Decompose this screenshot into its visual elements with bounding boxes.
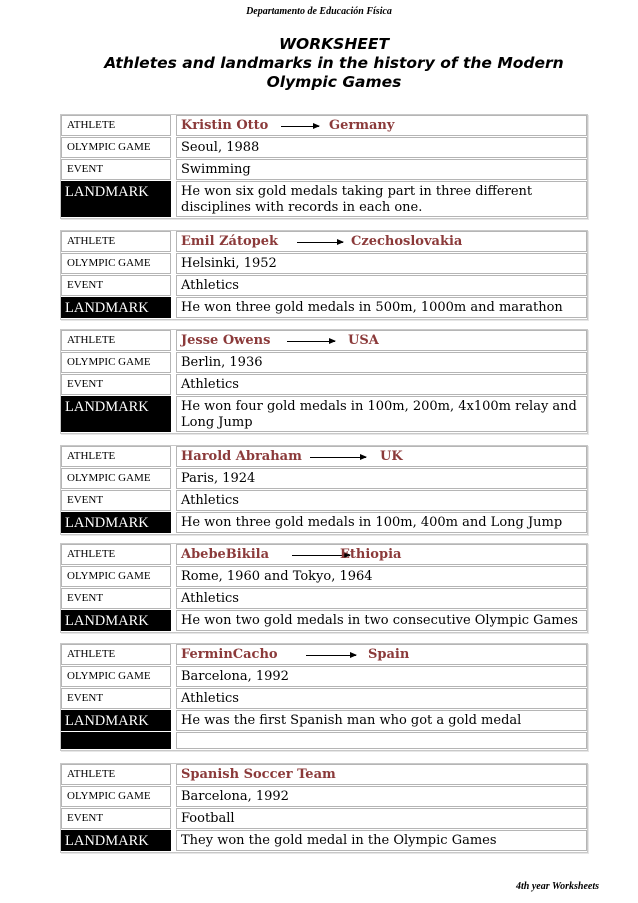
athlete-country: Ethiopia xyxy=(340,547,402,562)
olympic-game-label: OLYMPIC GAME xyxy=(61,566,171,587)
event-label: EVENT xyxy=(61,688,171,709)
olympic-game-value: Paris, 1924 xyxy=(176,468,587,489)
landmark-label: LANDMARK xyxy=(61,181,171,217)
olympic-game-label: OLYMPIC GAME xyxy=(61,666,171,687)
arrow-icon xyxy=(287,341,335,342)
arrow-icon xyxy=(281,126,319,127)
athlete-value xyxy=(176,446,587,467)
athlete-label: ATHLETE xyxy=(61,446,171,467)
landmark-value: They won the gold medal in the Olympic Games xyxy=(176,830,587,851)
olympic-game-label: OLYMPIC GAME xyxy=(61,137,171,158)
empty-cell xyxy=(176,732,587,749)
athlete-name: Spanish Soccer Team xyxy=(181,767,336,782)
athlete-value xyxy=(176,115,587,136)
empty-black-cell xyxy=(61,732,171,749)
athlete-name: Emil Zátopek xyxy=(181,234,279,249)
event-value: Swimming xyxy=(176,159,587,180)
arrow-icon xyxy=(310,457,366,458)
landmark-label: LANDMARK xyxy=(61,512,171,533)
athlete-value xyxy=(176,544,587,565)
athlete-label: ATHLETE xyxy=(61,115,171,136)
athlete-country: UK xyxy=(380,449,403,464)
landmark-value: He won four gold medals in 100m, 200m, 4x100m relay and Long Jump xyxy=(176,396,587,432)
athlete-card-jesse-owens xyxy=(61,330,587,433)
landmark-value: He won two gold medals in two consecutive Olympic Games xyxy=(176,610,587,631)
olympic-game-value: Barcelona, 1992 xyxy=(176,786,587,807)
athlete-country: Spain xyxy=(368,647,410,662)
athlete-label: ATHLETE xyxy=(61,544,171,565)
athlete-label: ATHLETE xyxy=(61,330,171,351)
athlete-value xyxy=(176,644,587,665)
footer-text: 4th year Worksheets xyxy=(516,881,599,892)
athlete-label: ATHLETE xyxy=(61,644,171,665)
olympic-game-value: Seoul, 1988 xyxy=(176,137,587,158)
landmark-label: LANDMARK xyxy=(61,710,171,731)
athlete-name: Harold Abraham xyxy=(181,449,302,464)
athlete-name: FerminCacho xyxy=(181,647,278,662)
landmark-label: LANDMARK xyxy=(61,396,171,432)
landmark-label: LANDMARK xyxy=(61,610,171,631)
athlete-card-harold-abraham xyxy=(61,446,587,534)
athlete-card-fermin-cacho xyxy=(61,644,587,750)
athlete-name: AbebeBikila xyxy=(181,547,270,562)
event-label: EVENT xyxy=(61,159,171,180)
olympic-game-label: OLYMPIC GAME xyxy=(61,786,171,807)
event-value: Athletics xyxy=(176,688,587,709)
olympic-game-label: OLYMPIC GAME xyxy=(61,253,171,274)
athlete-country: USA xyxy=(348,333,379,348)
title-line-2: Athletes and landmarks in the history of the Modern xyxy=(104,54,564,72)
athlete-card-kristin-otto xyxy=(61,115,587,218)
arrow-icon xyxy=(306,655,356,656)
athlete-value xyxy=(176,231,587,252)
event-label: EVENT xyxy=(61,275,171,296)
athlete-card-emil-zatopek xyxy=(61,231,587,319)
athlete-country: Czechoslovakia xyxy=(351,234,463,249)
athlete-label: ATHLETE xyxy=(61,231,171,252)
event-value: Athletics xyxy=(176,490,587,511)
landmark-label: LANDMARK xyxy=(61,297,171,318)
event-label: EVENT xyxy=(61,374,171,395)
event-value: Football xyxy=(176,808,587,829)
title-line-3: Olympic Games xyxy=(266,73,402,91)
landmark-value: He won six gold medals taking part in three different disciplines with records in each one. xyxy=(176,181,587,217)
landmark-value: He won three gold medals in 100m, 400m and Long Jump xyxy=(176,512,587,533)
athlete-card-spanish-soccer-team xyxy=(61,764,587,852)
athlete-country: Germany xyxy=(329,118,395,133)
olympic-game-value: Helsinki, 1952 xyxy=(176,253,587,274)
olympic-game-label: OLYMPIC GAME xyxy=(61,352,171,373)
worksheet-title xyxy=(70,35,598,92)
event-value: Athletics xyxy=(176,588,587,609)
athlete-value xyxy=(176,764,587,785)
landmark-value: He was the first Spanish man who got a gold medal xyxy=(176,710,587,731)
olympic-game-value: Rome, 1960 and Tokyo, 1964 xyxy=(176,566,587,587)
department-header: Departamento de Educación Física xyxy=(246,6,392,17)
athlete-card-abebe-bikila xyxy=(61,544,587,632)
athlete-label: ATHLETE xyxy=(61,764,171,785)
olympic-game-value: Berlin, 1936 xyxy=(176,352,587,373)
athlete-value xyxy=(176,330,587,351)
athlete-name: Jesse Owens xyxy=(181,333,271,348)
event-label: EVENT xyxy=(61,808,171,829)
landmark-label: LANDMARK xyxy=(61,830,171,851)
athlete-name: Kristin Otto xyxy=(181,118,269,133)
olympic-game-value: Barcelona, 1992 xyxy=(176,666,587,687)
title-line-1: WORKSHEET xyxy=(278,35,390,53)
landmark-value: He won three gold medals in 500m, 1000m and marathon xyxy=(176,297,587,318)
event-value: Athletics xyxy=(176,374,587,395)
event-value: Athletics xyxy=(176,275,587,296)
event-label: EVENT xyxy=(61,588,171,609)
event-label: EVENT xyxy=(61,490,171,511)
olympic-game-label: OLYMPIC GAME xyxy=(61,468,171,489)
arrow-icon xyxy=(297,242,343,243)
